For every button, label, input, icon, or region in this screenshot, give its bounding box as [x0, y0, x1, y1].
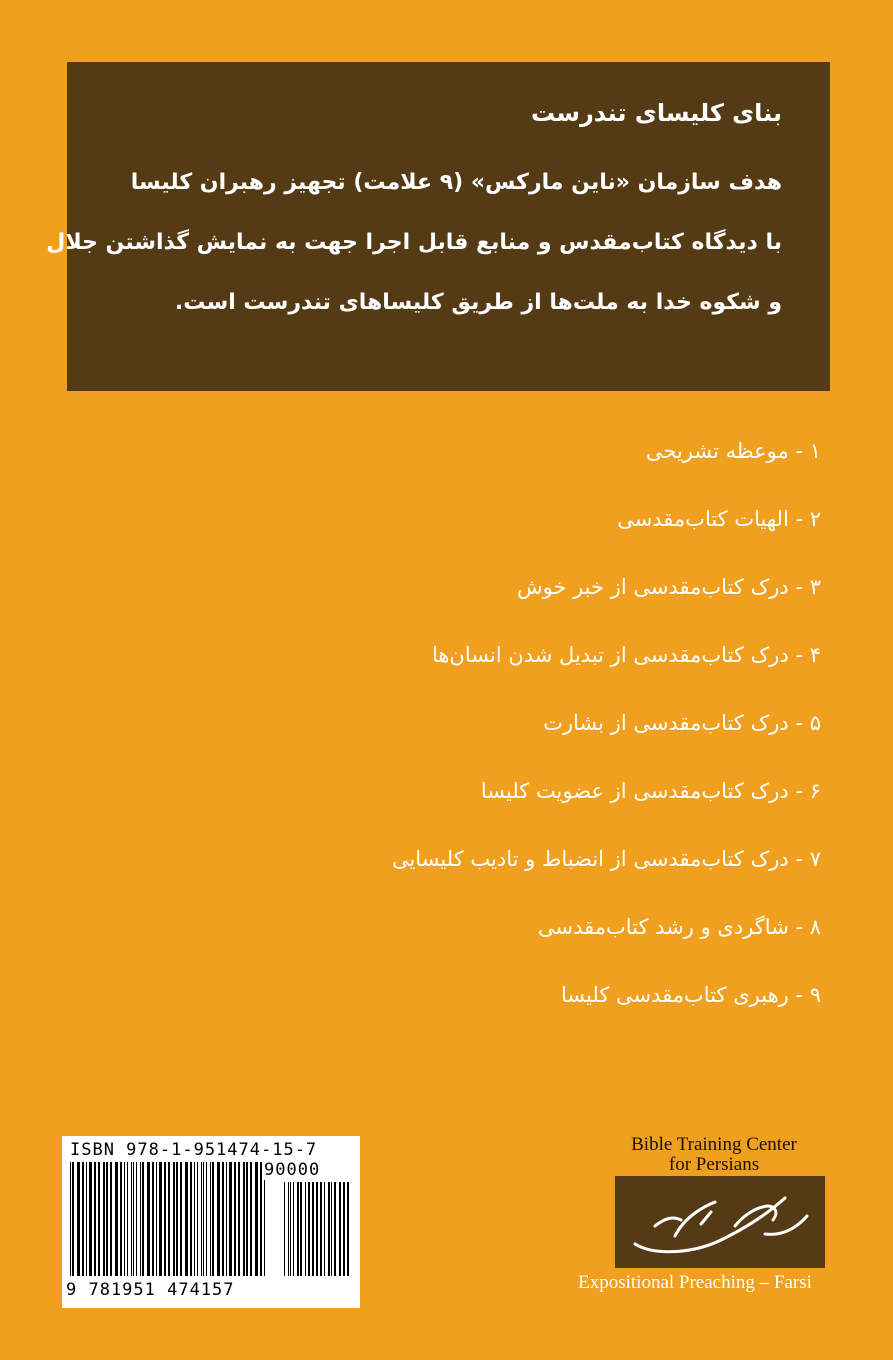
barcode-bar — [131, 1162, 132, 1276]
publisher-line-1: Bible Training Center — [631, 1134, 797, 1155]
barcode-bar — [103, 1162, 105, 1276]
isbn-text: ISBN 978-1-951474-15-7 — [70, 1140, 318, 1160]
series-item-1: ۱ - موعظه تشریحی — [645, 439, 821, 463]
barcode-bar — [156, 1162, 157, 1276]
barcode-bar — [324, 1182, 325, 1276]
barcode-bar — [185, 1162, 188, 1276]
barcode-bar — [89, 1162, 92, 1276]
barcode-bar — [110, 1162, 112, 1276]
series-item-2: ۲ - الهیات کتاب‌مقدسی — [617, 507, 821, 531]
barcode-bar — [255, 1162, 258, 1276]
barcode-bar — [343, 1182, 345, 1276]
series-item-3: ۳ - درک کتاب‌مقدسی از خبر خوش — [516, 575, 821, 599]
barcode-bar — [106, 1162, 108, 1276]
barcode-bar — [293, 1182, 294, 1276]
barcode-bar — [217, 1162, 220, 1276]
barcode-bar — [140, 1162, 141, 1276]
barcode-bar — [334, 1182, 336, 1276]
barcode-bar — [115, 1162, 118, 1276]
barcode-bar — [222, 1162, 224, 1276]
barcode-bar — [328, 1182, 330, 1276]
series-tagline: Expositional Preaching – Farsi — [578, 1272, 812, 1293]
series-item-6: ۶ - درک کتاب‌مقدسی از عضویت کلیسا — [480, 779, 821, 803]
barcode-bar — [120, 1162, 122, 1276]
series-item-4: ۴ - درک کتاب‌مقدسی از تبدیل شدن انسان‌ها — [431, 643, 821, 667]
barcode-bar — [190, 1162, 192, 1276]
series-item-8: ۸ - شاگردی و رشد کتاب‌مقدسی — [538, 915, 821, 939]
barcode-bar — [212, 1162, 214, 1276]
barcode-bar — [246, 1162, 248, 1276]
calligraphy-logo-icon — [615, 1176, 825, 1268]
barcode-bar — [77, 1162, 80, 1276]
barcode-bar — [250, 1162, 252, 1276]
barcode-bar — [72, 1162, 74, 1276]
barcode-bar — [297, 1182, 299, 1276]
barcode-bar — [234, 1162, 236, 1276]
barcode-bar — [86, 1162, 87, 1276]
barcode-bar — [206, 1162, 207, 1276]
barcode-bar — [136, 1162, 137, 1276]
barcode-bar — [347, 1182, 349, 1276]
barcode-bar — [70, 1162, 71, 1276]
barcode-bar — [210, 1162, 211, 1276]
series-list — [221, 432, 821, 1044]
barcode-bar — [197, 1162, 198, 1276]
series-item-7: ۷ - درک کتاب‌مقدسی از انضباط و تادیب کلیسایی — [391, 847, 821, 871]
barcode-bar — [305, 1182, 306, 1276]
barcode-bar — [316, 1182, 318, 1276]
publisher-name — [560, 1134, 828, 1175]
barcode-digits: 9 781951 474157 — [66, 1280, 235, 1300]
mission-title: بنای کلیسای تندرست — [530, 99, 782, 127]
mission-line-1: هدف سازمان «ناین مارکس» (۹ علامت) تجهیز رهبران کلیسا — [130, 170, 782, 195]
barcode-bar — [229, 1162, 232, 1276]
barcode-bar — [243, 1162, 245, 1276]
barcode-bar — [82, 1162, 84, 1276]
publisher-line-2: for Persians — [668, 1154, 760, 1175]
barcode-bar — [180, 1162, 182, 1276]
barcode-bar — [176, 1162, 178, 1276]
barcode-bar — [124, 1162, 125, 1276]
series-item-9: ۹ - رهبری کتاب‌مقدسی کلیسا — [560, 983, 821, 1007]
barcode-bar — [288, 1182, 289, 1276]
barcode-bar — [142, 1162, 144, 1276]
barcode-bar — [320, 1182, 322, 1276]
barcode-bar — [300, 1182, 302, 1276]
barcode-bar — [168, 1162, 170, 1276]
barcode-bar — [94, 1162, 96, 1276]
barcode-bar — [159, 1162, 162, 1276]
barcode-bar — [312, 1182, 314, 1276]
barcode-bar — [284, 1182, 285, 1276]
barcode-bar — [164, 1162, 166, 1276]
barcode-bar — [290, 1182, 291, 1276]
barcode-bar — [339, 1182, 341, 1276]
barcode-bar — [238, 1162, 240, 1276]
barcode-bar — [127, 1162, 128, 1276]
barcode-bar — [173, 1162, 175, 1276]
barcode-bar — [331, 1182, 332, 1276]
price-code: 90000 — [264, 1160, 321, 1180]
barcode-bar — [152, 1162, 154, 1276]
barcode-bar — [308, 1182, 310, 1276]
barcode-bar — [133, 1162, 134, 1276]
mission-line-3: و شکوه خدا به ملت‌ها از طریق کلیساهای تندرست است. — [174, 290, 782, 315]
mission-box — [46, 62, 830, 391]
publisher-logo — [615, 1176, 825, 1268]
barcode-bar — [147, 1162, 150, 1276]
isbn-barcode — [62, 1136, 360, 1308]
barcode-bar — [226, 1162, 227, 1276]
barcode-bar — [194, 1162, 195, 1276]
mission-line-2: با دیدگاه کتاب‌مقدس و منابع قابل اجرا جهت به نمایش گذاشتن جلال — [46, 230, 782, 255]
series-item-5: ۵ - درک کتاب‌مقدسی از بشارت — [543, 711, 821, 735]
logo-text: کانون کتاب مقدس — [712, 1261, 728, 1263]
barcode-bar — [203, 1162, 204, 1276]
barcode-bar — [201, 1162, 202, 1276]
barcode-bar — [98, 1162, 100, 1276]
